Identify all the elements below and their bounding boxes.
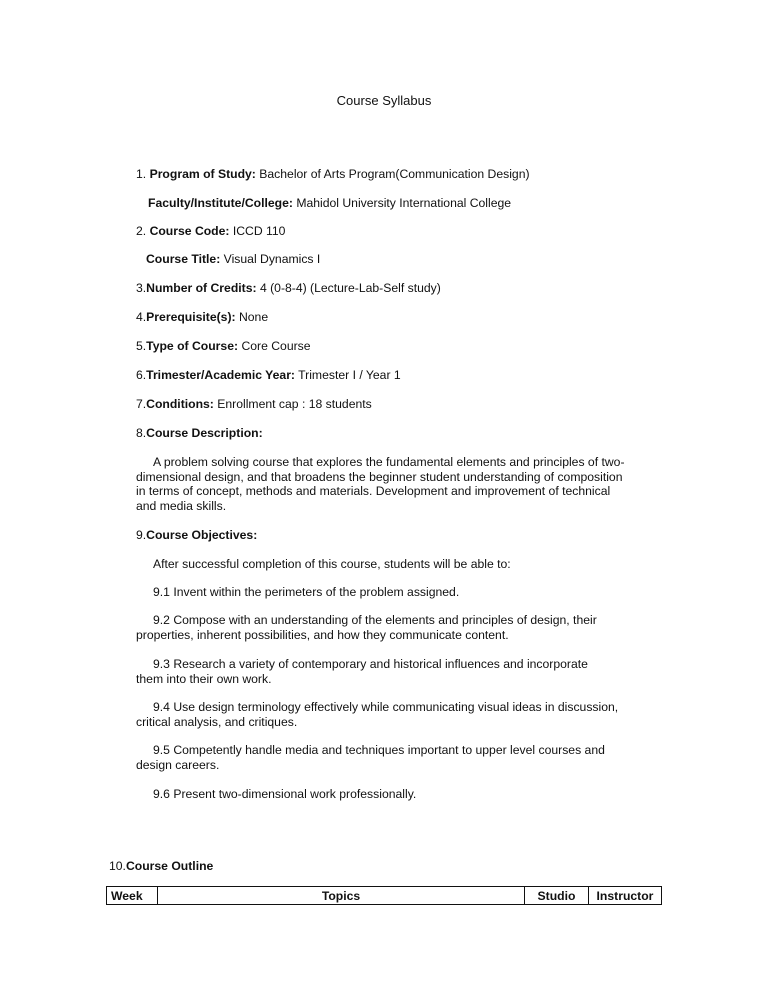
text-line: them into their own work. (136, 671, 272, 686)
course-objectives-heading (136, 528, 257, 542)
item-label: Conditions: (146, 397, 214, 411)
table-header-row (107, 887, 662, 905)
faculty (148, 196, 511, 210)
objectives-intro: After successful completion of this course, students will be able to: (153, 557, 511, 571)
text-line: 9.1 Invent within the perimeters of the problem assigned. (153, 585, 460, 599)
course-description-text (136, 455, 646, 513)
item-value: ICCD 110 (232, 224, 286, 238)
item-label: Faculty/Institute/College: (148, 196, 293, 210)
program-of-study (136, 167, 530, 181)
text-line: critical analysis, and critiques. (136, 714, 298, 729)
objective-9-1 (136, 585, 646, 600)
conditions (136, 397, 372, 411)
item-number: 1. (136, 167, 147, 181)
course-outline-table (106, 886, 662, 905)
item-value: Enrollment cap : 18 students (217, 397, 372, 411)
item-number: 10. (109, 859, 126, 873)
item-label: Course Description: (146, 426, 263, 440)
number-of-credits (136, 281, 441, 295)
course-outline-heading (109, 859, 213, 873)
course-title (146, 252, 320, 266)
item-number: 5. (136, 339, 147, 353)
item-label: Course Code: (149, 224, 230, 238)
item-number: 9. (136, 528, 147, 542)
item-value: Trimester I / Year 1 (298, 368, 401, 382)
column-week: Week (107, 887, 158, 905)
column-studio: Studio (525, 887, 589, 905)
item-label: Prerequisite(s): (146, 310, 236, 324)
type-of-course (136, 339, 311, 353)
objective-9-2 (136, 613, 646, 642)
objective-9-3 (136, 657, 646, 686)
text-line: 9.4 Use design terminology effectively while communicating visual ideas in discussion, (153, 700, 619, 714)
item-label: Type of Course: (146, 339, 239, 353)
text-line: and media skills. (136, 498, 227, 513)
item-label: Course Objectives: (146, 528, 258, 542)
prerequisites (136, 310, 268, 324)
item-number: 7. (136, 397, 147, 411)
item-label: Course Title: (146, 252, 221, 266)
item-label: Trimester/Academic Year: (146, 368, 295, 382)
item-number: 2. (136, 224, 147, 238)
column-instructor: Instructor (589, 887, 662, 905)
item-number: 6. (136, 368, 147, 382)
item-number: 8. (136, 426, 147, 440)
objective-9-4 (136, 700, 646, 729)
item-value: Core Course (241, 339, 311, 353)
item-number: 3. (136, 281, 147, 295)
text-line: 9.2 Compose with an understanding of the elements and principles of design, their (153, 613, 597, 627)
text-line: properties, inherent possibilities, and how they communicate content. (136, 627, 509, 642)
text-line: dimensional design, and that broadens the beginner student understanding of composition (136, 469, 623, 484)
item-value: 4 (0-8-4) (Lecture-Lab-Self study) (259, 281, 441, 295)
item-value: Bachelor of Arts Program(Communication Design) (259, 167, 530, 181)
item-label: Course Outline (125, 859, 214, 873)
objective-9-6 (136, 787, 646, 802)
objective-9-5 (136, 743, 646, 772)
text-line: 9.3 Research a variety of contemporary and historical influences and incorporate (153, 657, 588, 671)
item-label: Program of Study: (149, 167, 256, 181)
item-number: 4. (136, 310, 147, 324)
course-code (136, 224, 285, 238)
text-line: in terms of concept, methods and materials. Development and improvement of technical (136, 484, 611, 498)
course-description-heading (136, 426, 263, 440)
item-value: None (238, 310, 269, 324)
item-label: Number of Credits: (146, 281, 257, 295)
column-topics: Topics (158, 887, 525, 905)
page-title: Course Syllabus (336, 93, 432, 108)
text-line: A problem solving course that explores the fundamental elements and principles of two- (153, 455, 625, 469)
text-line: 9.6 Present two-dimensional work professionally. (153, 787, 417, 801)
item-value: Visual Dynamics I (223, 252, 321, 266)
item-value: Mahidol University International College (296, 196, 512, 210)
text-line: design careers. (136, 757, 220, 772)
trimester-year (136, 368, 401, 382)
text-line: 9.5 Competently handle media and techniques important to upper level courses and (153, 743, 605, 757)
